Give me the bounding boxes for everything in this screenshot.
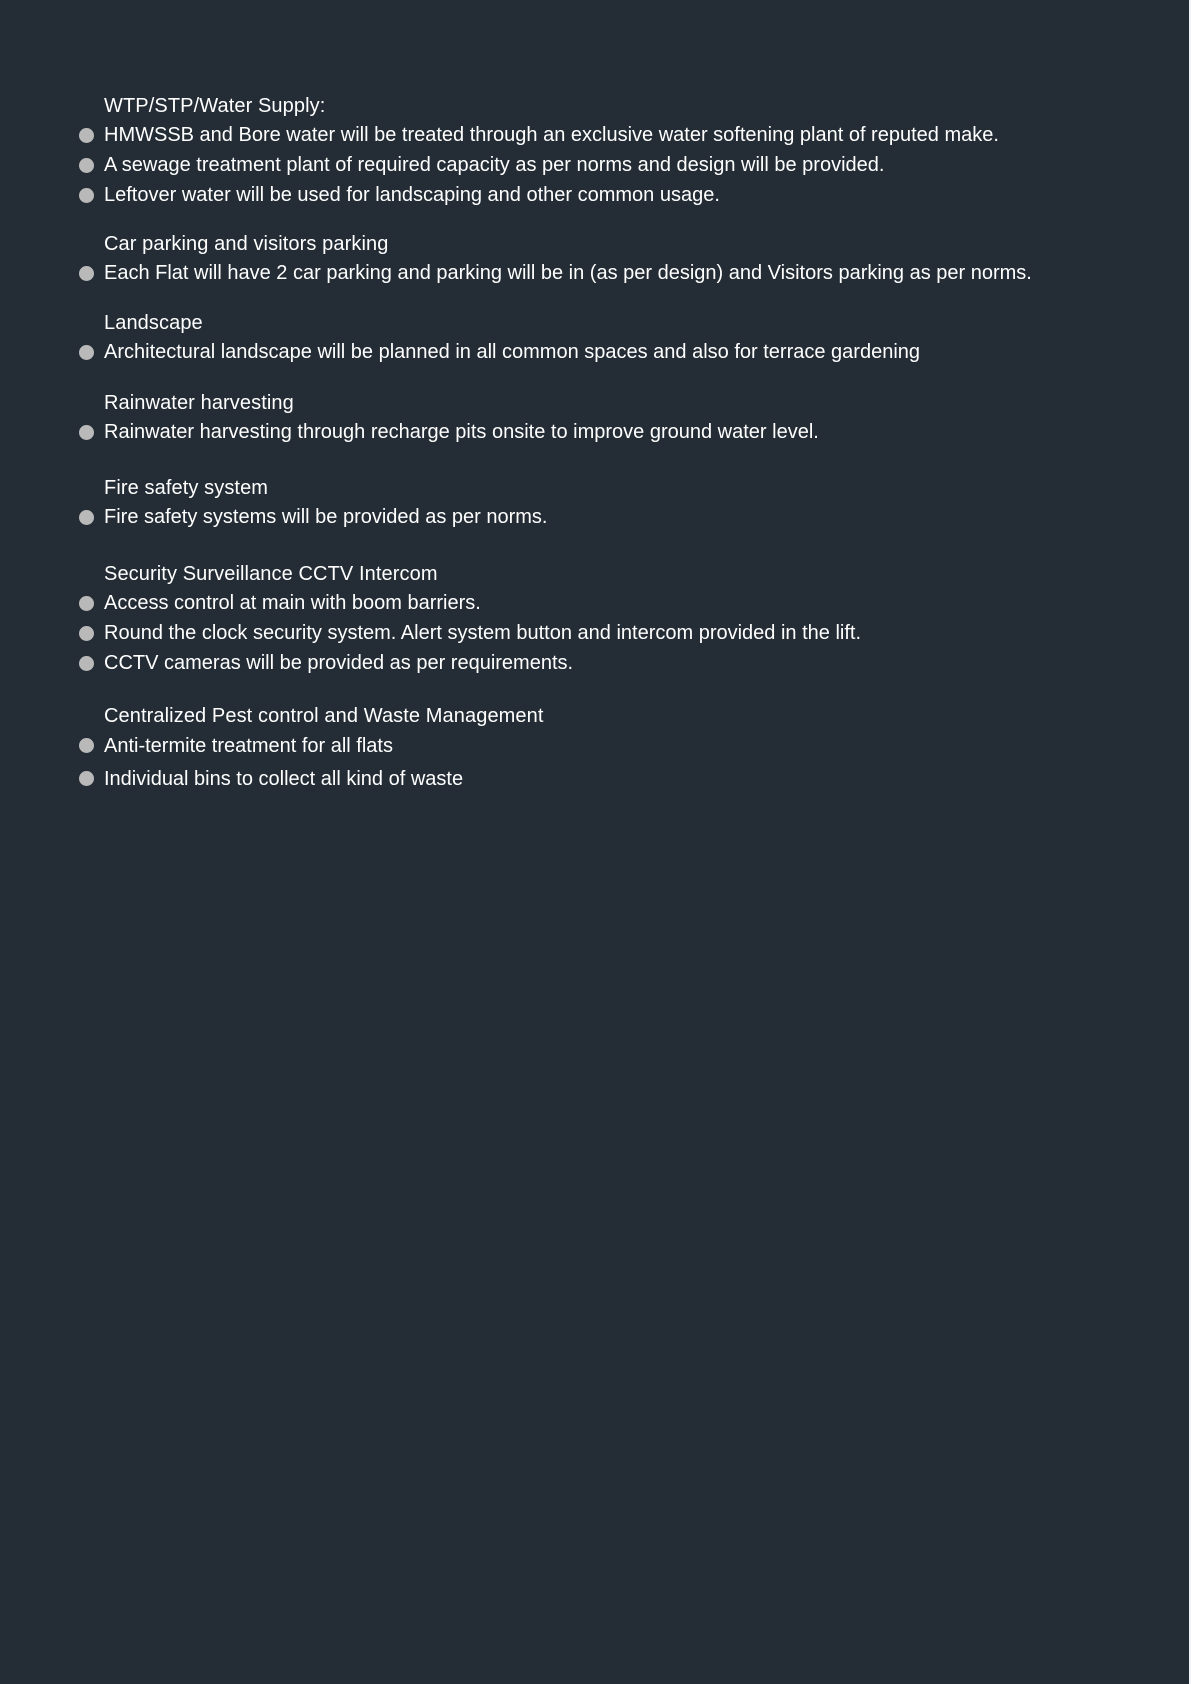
section-water-supply [0,92,1189,210]
bullet-dot-icon [79,266,94,281]
bullet-list [0,730,1189,796]
list-item-text: Individual bins to collect all kind of waste [104,768,464,790]
list-item [0,502,1189,532]
list-item [0,180,1189,210]
bullet-dot-icon [79,626,94,641]
section-security [0,560,1189,678]
list-item-text: Access control at main with boom barriers. [104,592,481,614]
bullet-dot-icon [79,128,94,143]
section-title: Landscape [104,312,203,334]
list-item-text: A sewage treatment plant of required capacity as per norms and design will be provided. [104,154,885,176]
bullet-dot-icon [79,425,94,440]
list-item-text: HMWSSB and Bore water will be treated through an exclusive water softening plant of reputed make. [104,124,999,146]
bullet-list [0,120,1189,210]
section-landscape [0,309,1189,367]
section-title: Rainwater harvesting [104,392,294,414]
list-item-text: Each Flat will have 2 car parking and parking will be in (as per design) and Visitors parking as per norms. [104,262,1032,284]
list-item [0,588,1189,618]
list-item [0,618,1189,648]
bullet-dot-icon [79,510,94,525]
list-item-text: Round the clock security system. Alert system button and intercom provided in the lift. [104,622,862,644]
section-rainwater-harvesting [0,389,1189,447]
section-title: Centralized Pest control and Waste Management [104,705,544,727]
section-pest-waste-management [0,702,1189,796]
list-item [0,763,1189,796]
bullet-dot-icon [79,345,94,360]
bullet-list [0,258,1189,288]
bullet-dot-icon [79,738,94,753]
bullet-dot-icon [79,771,94,786]
section-title: Fire safety system [104,477,269,499]
list-item [0,120,1189,150]
bullet-dot-icon [79,158,94,173]
bullet-dot-icon [79,596,94,611]
bullet-dot-icon [79,188,94,203]
list-item-text: CCTV cameras will be provided as per requirements. [104,652,574,674]
list-item-text: Fire safety systems will be provided as per norms. [104,506,548,528]
list-item [0,258,1189,288]
section-title: Security Surveillance CCTV Intercom [104,563,438,585]
bullet-list [0,417,1189,447]
list-item-text: Rainwater harvesting through recharge pits onsite to improve ground water level. [104,421,819,443]
list-item-text: Leftover water will be used for landscaping and other common usage. [104,184,720,206]
section-car-parking [0,230,1189,288]
list-item [0,648,1189,678]
list-item [0,417,1189,447]
section-title: Car parking and visitors parking [104,233,389,255]
section-title: WTP/STP/Water Supply: [104,95,326,117]
bullet-list [0,588,1189,678]
list-item [0,150,1189,180]
list-item-text: Anti-termite treatment for all flats [104,735,393,757]
section-fire-safety [0,474,1189,532]
list-item-text: Architectural landscape will be planned in all common spaces and also for terrace gardening [104,341,921,363]
list-item [0,337,1189,367]
bullet-list [0,502,1189,532]
list-item [0,730,1189,763]
amenities-content [0,92,1189,796]
bullet-dot-icon [79,656,94,671]
bullet-list [0,337,1189,367]
